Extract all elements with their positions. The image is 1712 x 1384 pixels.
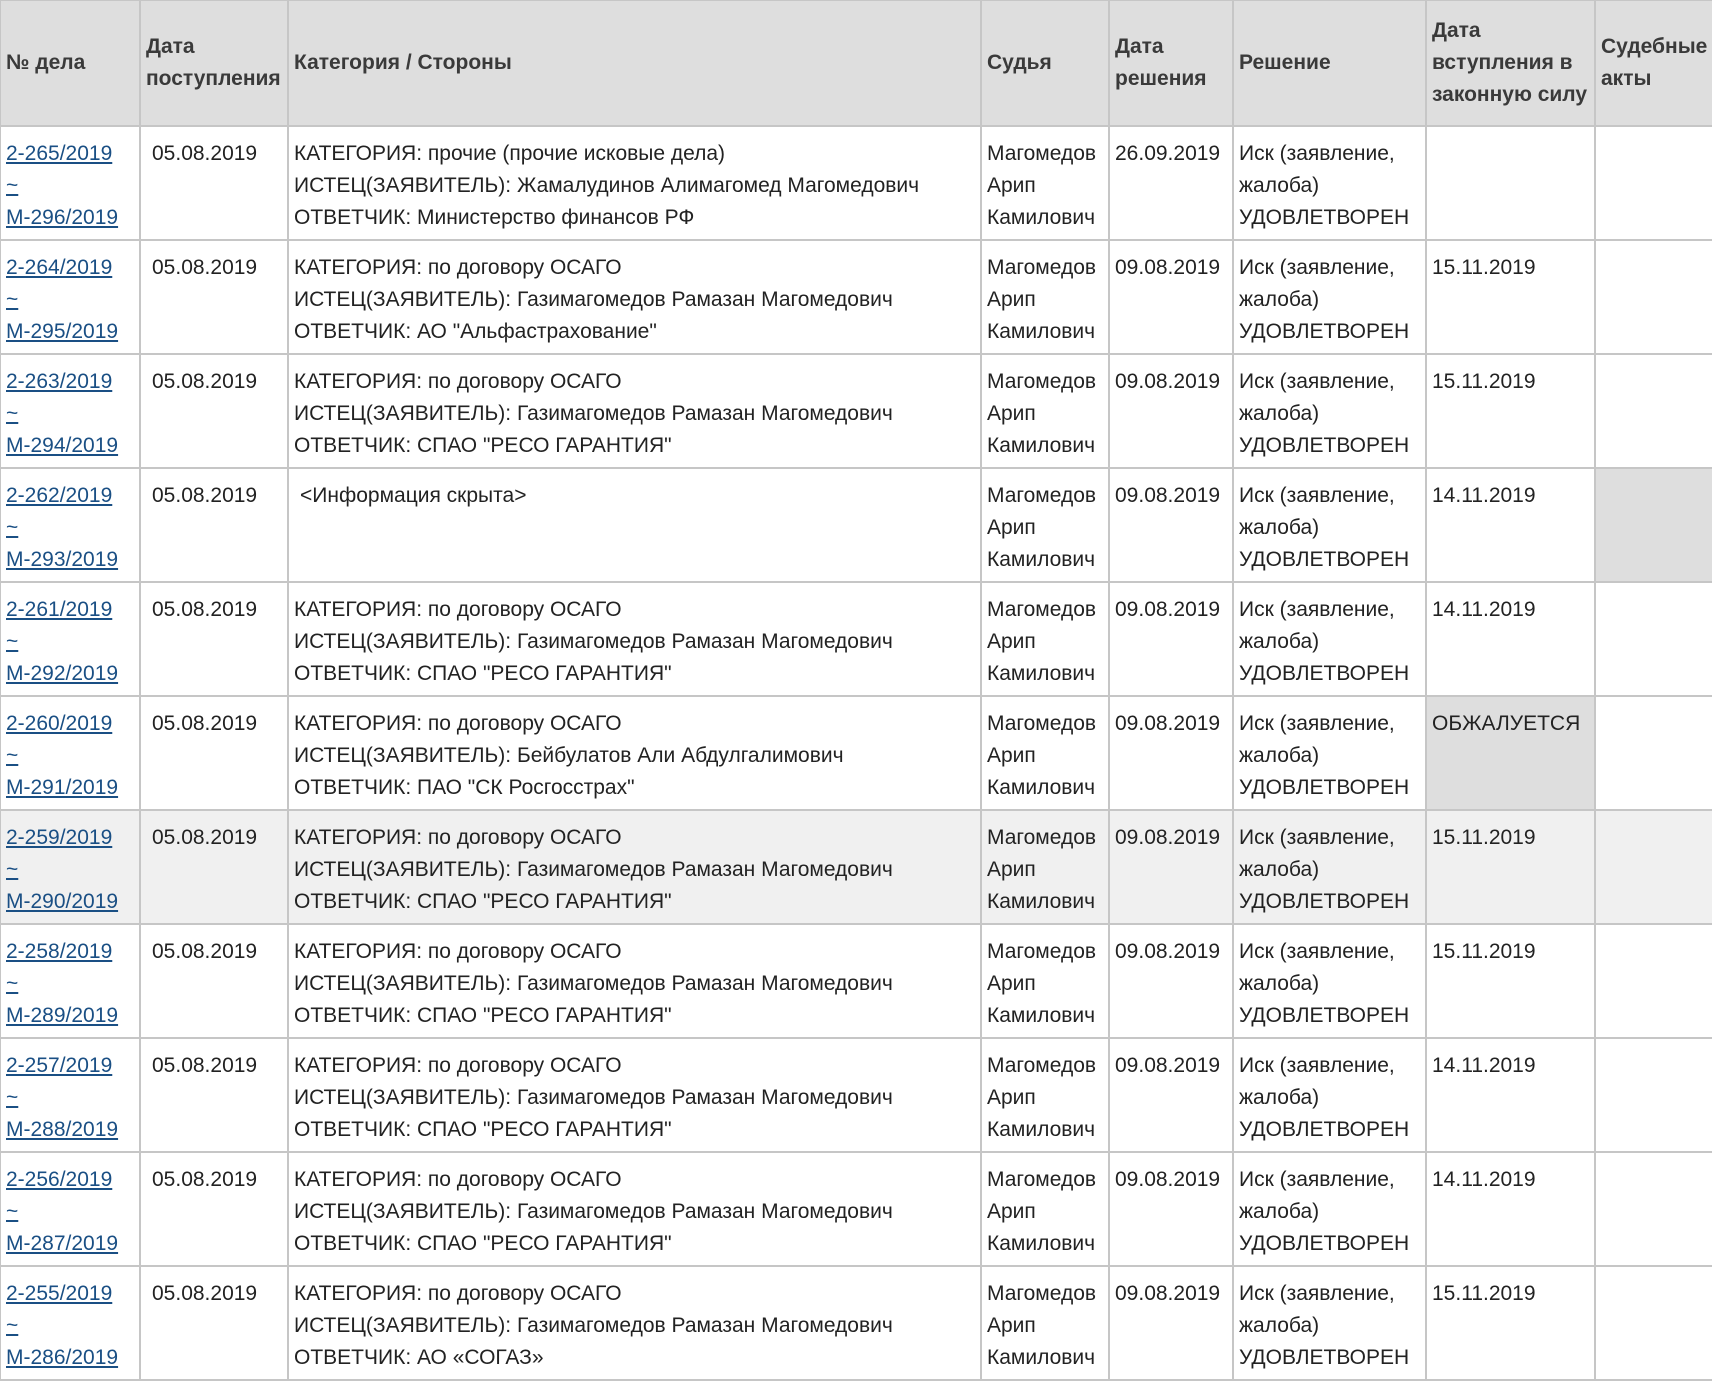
decision-date-cell: 09.08.2019 xyxy=(1109,468,1233,582)
decision-cell xyxy=(1233,354,1426,468)
case-number-cell xyxy=(0,240,140,354)
court-acts-cell xyxy=(1595,810,1712,924)
material-number: М-287/2019 xyxy=(6,1232,119,1255)
case-number-link[interactable] xyxy=(6,1050,134,1146)
category-parties-cell xyxy=(288,1038,981,1152)
legal-force-date-cell xyxy=(1426,126,1595,240)
category-parties-cell xyxy=(288,240,981,354)
judge-patronymic: Камилович xyxy=(987,320,1096,343)
material-number: М-289/2019 xyxy=(6,1004,119,1027)
decision-line-3: УДОВЛЕТВОРЕН xyxy=(1239,662,1410,685)
table-row xyxy=(0,354,1712,468)
decision-line-1: Иск (заявление, xyxy=(1239,712,1395,735)
case-number-cell xyxy=(0,582,140,696)
date-received-cell: 05.08.2019 xyxy=(140,126,288,240)
judge-patronymic: Камилович xyxy=(987,206,1096,229)
header-legal-force-date: Дата вступления в законную силу xyxy=(1426,0,1595,126)
hidden-info-text: <Информация скрыта> xyxy=(300,484,527,507)
category-text: КАТЕГОРИЯ: по договору ОСАГО xyxy=(294,370,622,393)
decision-line-3: УДОВЛЕТВОРЕН xyxy=(1239,1232,1410,1255)
date-received-cell: 05.08.2019 xyxy=(140,354,288,468)
judge-first-name: Арип xyxy=(987,174,1036,197)
decision-date-cell: 09.08.2019 xyxy=(1109,810,1233,924)
case-number-cell xyxy=(0,1038,140,1152)
judge-last-name: Магомедов xyxy=(987,598,1097,621)
date-received-cell: 05.08.2019 xyxy=(140,468,288,582)
decision-line-2: жалоба) xyxy=(1239,288,1320,311)
court-acts-cell xyxy=(1595,924,1712,1038)
category-text: КАТЕГОРИЯ: по договору ОСАГО xyxy=(294,1054,622,1077)
court-acts-cell xyxy=(1595,582,1712,696)
judge-cell xyxy=(981,468,1109,582)
table-row xyxy=(0,696,1712,810)
defendant-text: ОТВЕТЧИК: АО «СОГАЗ» xyxy=(294,1346,544,1369)
case-number-link[interactable] xyxy=(6,594,134,690)
table-row xyxy=(0,1152,1712,1266)
decision-line-1: Иск (заявление, xyxy=(1239,1054,1395,1077)
judge-patronymic: Камилович xyxy=(987,1232,1096,1255)
judge-cell xyxy=(981,810,1109,924)
category-parties-cell xyxy=(288,1266,981,1380)
legal-force-date-cell: 15.11.2019 xyxy=(1426,240,1595,354)
table-row xyxy=(0,924,1712,1038)
decision-line-3: УДОВЛЕТВОРЕН xyxy=(1239,776,1410,799)
header-judge: Судья xyxy=(981,0,1109,126)
judge-patronymic: Камилович xyxy=(987,776,1096,799)
case-number: 2-265/2019 xyxy=(6,142,113,165)
material-number: М-295/2019 xyxy=(6,320,119,343)
plaintiff-text: ИСТЕЦ(ЗАЯВИТЕЛЬ): Жамалудинов Алимагомед Магомедович xyxy=(294,174,920,197)
decision-cell xyxy=(1233,240,1426,354)
decision-line-3: УДОВЛЕТВОРЕН xyxy=(1239,548,1410,571)
judge-first-name: Арип xyxy=(987,744,1036,767)
case-tilde: ~ xyxy=(6,516,19,539)
decision-date-cell: 09.08.2019 xyxy=(1109,924,1233,1038)
case-number-link[interactable] xyxy=(6,480,134,576)
judge-cell xyxy=(981,126,1109,240)
decision-line-2: жалоба) xyxy=(1239,1200,1320,1223)
plaintiff-text: ИСТЕЦ(ЗАЯВИТЕЛЬ): Газимагомедов Рамазан Магомедович xyxy=(294,288,893,311)
plaintiff-text: ИСТЕЦ(ЗАЯВИТЕЛЬ): Бейбулатов Али Абдулгалимович xyxy=(294,744,844,767)
decision-line-1: Иск (заявление, xyxy=(1239,598,1395,621)
case-number: 2-259/2019 xyxy=(6,826,113,849)
header-court-acts: Судебные акты xyxy=(1595,0,1712,126)
plaintiff-text: ИСТЕЦ(ЗАЯВИТЕЛЬ): Газимагомедов Рамазан Магомедович xyxy=(294,1314,893,1337)
decision-cell xyxy=(1233,126,1426,240)
material-number: М-292/2019 xyxy=(6,662,119,685)
judge-last-name: Магомедов xyxy=(987,484,1097,507)
date-received-cell: 05.08.2019 xyxy=(140,1152,288,1266)
case-number-cell xyxy=(0,1152,140,1266)
defendant-text: ОТВЕТЧИК: СПАО "РЕСО ГАРАНТИЯ" xyxy=(294,1118,672,1141)
legal-force-date-cell: 15.11.2019 xyxy=(1426,1266,1595,1380)
material-number: М-296/2019 xyxy=(6,206,119,229)
date-received-cell: 05.08.2019 xyxy=(140,1266,288,1380)
decision-cell xyxy=(1233,1266,1426,1380)
legal-force-date-cell: 14.11.2019 xyxy=(1426,1038,1595,1152)
decision-cell xyxy=(1233,696,1426,810)
date-received-cell: 05.08.2019 xyxy=(140,924,288,1038)
table-row xyxy=(0,582,1712,696)
case-tilde: ~ xyxy=(6,402,19,425)
decision-date-cell: 09.08.2019 xyxy=(1109,582,1233,696)
case-tilde: ~ xyxy=(6,174,19,197)
judge-first-name: Арип xyxy=(987,972,1036,995)
judge-first-name: Арип xyxy=(987,1200,1036,1223)
plaintiff-text: ИСТЕЦ(ЗАЯВИТЕЛЬ): Газимагомедов Рамазан Магомедович xyxy=(294,1086,893,1109)
decision-line-3: УДОВЛЕТВОРЕН xyxy=(1239,1004,1410,1027)
court-acts-cell xyxy=(1595,468,1712,582)
material-number: М-290/2019 xyxy=(6,890,119,913)
date-received-cell: 05.08.2019 xyxy=(140,810,288,924)
case-number: 2-257/2019 xyxy=(6,1054,113,1077)
judge-last-name: Магомедов xyxy=(987,1282,1097,1305)
decision-line-2: жалоба) xyxy=(1239,972,1320,995)
material-number: М-288/2019 xyxy=(6,1118,119,1141)
plaintiff-text: ИСТЕЦ(ЗАЯВИТЕЛЬ): Газимагомедов Рамазан Магомедович xyxy=(294,972,893,995)
judge-first-name: Арип xyxy=(987,630,1036,653)
decision-cell xyxy=(1233,1152,1426,1266)
category-parties-cell xyxy=(288,354,981,468)
decision-date-cell: 26.09.2019 xyxy=(1109,126,1233,240)
decision-line-3: УДОВЛЕТВОРЕН xyxy=(1239,434,1410,457)
court-acts-cell xyxy=(1595,126,1712,240)
header-category-parties: Категория / Стороны xyxy=(288,0,981,126)
date-received-cell: 05.08.2019 xyxy=(140,1038,288,1152)
judge-cell xyxy=(981,240,1109,354)
decision-line-2: жалоба) xyxy=(1239,858,1320,881)
case-tilde: ~ xyxy=(6,1200,19,1223)
judge-patronymic: Камилович xyxy=(987,1346,1096,1369)
table-row xyxy=(0,468,1712,582)
case-number-cell xyxy=(0,468,140,582)
decision-line-1: Иск (заявление, xyxy=(1239,256,1395,279)
table-row xyxy=(0,1266,1712,1380)
category-parties-cell xyxy=(288,696,981,810)
judge-cell xyxy=(981,1266,1109,1380)
table-row xyxy=(0,240,1712,354)
category-parties-cell xyxy=(288,1152,981,1266)
case-number: 2-264/2019 xyxy=(6,256,113,279)
case-tilde: ~ xyxy=(6,1314,19,1337)
judge-last-name: Магомедов xyxy=(987,370,1097,393)
judge-cell xyxy=(981,1152,1109,1266)
table-row xyxy=(0,126,1712,240)
material-number: М-293/2019 xyxy=(6,548,119,571)
decision-cell xyxy=(1233,582,1426,696)
judge-patronymic: Камилович xyxy=(987,890,1096,913)
legal-force-date-cell: 14.11.2019 xyxy=(1426,468,1595,582)
plaintiff-text: ИСТЕЦ(ЗАЯВИТЕЛЬ): Газимагомедов Рамазан Магомедович xyxy=(294,630,893,653)
date-received-cell: 05.08.2019 xyxy=(140,240,288,354)
category-parties-cell xyxy=(288,582,981,696)
judge-last-name: Магомедов xyxy=(987,142,1097,165)
court-acts-cell xyxy=(1595,1038,1712,1152)
case-number-cell xyxy=(0,126,140,240)
case-number-link[interactable] xyxy=(6,708,134,804)
case-number: 2-262/2019 xyxy=(6,484,113,507)
legal-force-date-cell: 15.11.2019 xyxy=(1426,354,1595,468)
material-number: М-291/2019 xyxy=(6,776,119,799)
case-number-link[interactable] xyxy=(6,138,134,234)
decision-date-cell: 09.08.2019 xyxy=(1109,1266,1233,1380)
header-decision: Решение xyxy=(1233,0,1426,126)
judge-cell xyxy=(981,582,1109,696)
defendant-text: ОТВЕТЧИК: ПАО "СК Росгосстрах" xyxy=(294,776,635,799)
legal-force-date-cell: 14.11.2019 xyxy=(1426,1152,1595,1266)
table-row xyxy=(0,810,1712,924)
legal-force-date-cell: 15.11.2019 xyxy=(1426,810,1595,924)
legal-force-status-cell: ОБЖАЛУЕТСЯ xyxy=(1426,696,1595,810)
court-acts-cell xyxy=(1595,696,1712,810)
decision-date-cell: 09.08.2019 xyxy=(1109,696,1233,810)
category-text: КАТЕГОРИЯ: по договору ОСАГО xyxy=(294,598,622,621)
case-number-link[interactable] xyxy=(6,252,134,348)
judge-patronymic: Камилович xyxy=(987,548,1096,571)
decision-line-2: жалоба) xyxy=(1239,402,1320,425)
case-number-cell xyxy=(0,1266,140,1380)
plaintiff-text: ИСТЕЦ(ЗАЯВИТЕЛЬ): Газимагомедов Рамазан Магомедович xyxy=(294,402,893,425)
decision-line-3: УДОВЛЕТВОРЕН xyxy=(1239,1346,1410,1369)
category-text: КАТЕГОРИЯ: по договору ОСАГО xyxy=(294,1282,622,1305)
case-number-link[interactable] xyxy=(6,1164,134,1260)
defendant-text: ОТВЕТЧИК: СПАО "РЕСО ГАРАНТИЯ" xyxy=(294,662,672,685)
category-parties-cell xyxy=(288,468,981,582)
judge-cell xyxy=(981,354,1109,468)
court-acts-cell xyxy=(1595,240,1712,354)
decision-date-cell: 09.08.2019 xyxy=(1109,1038,1233,1152)
material-number: М-286/2019 xyxy=(6,1346,119,1369)
decision-line-1: Иск (заявление, xyxy=(1239,826,1395,849)
plaintiff-text: ИСТЕЦ(ЗАЯВИТЕЛЬ): Газимагомедов Рамазан Магомедович xyxy=(294,858,893,881)
judge-first-name: Арип xyxy=(987,1314,1036,1337)
judge-last-name: Магомедов xyxy=(987,256,1097,279)
decision-line-3: УДОВЛЕТВОРЕН xyxy=(1239,1118,1410,1141)
judge-patronymic: Камилович xyxy=(987,662,1096,685)
decision-line-1: Иск (заявление, xyxy=(1239,142,1395,165)
judge-last-name: Магомедов xyxy=(987,712,1097,735)
decision-line-3: УДОВЛЕТВОРЕН xyxy=(1239,206,1410,229)
court-acts-cell xyxy=(1595,1266,1712,1380)
decision-cell xyxy=(1233,468,1426,582)
table-header-row xyxy=(0,0,1712,126)
decision-line-1: Иск (заявление, xyxy=(1239,370,1395,393)
decision-line-3: УДОВЛЕТВОРЕН xyxy=(1239,890,1410,913)
decision-line-1: Иск (заявление, xyxy=(1239,940,1395,963)
judge-first-name: Арип xyxy=(987,1086,1036,1109)
material-number: М-294/2019 xyxy=(6,434,119,457)
judge-last-name: Магомедов xyxy=(987,1054,1097,1077)
date-received-cell: 05.08.2019 xyxy=(140,696,288,810)
case-tilde: ~ xyxy=(6,288,19,311)
header-case-no: № дела xyxy=(0,0,140,126)
plaintiff-text: ИСТЕЦ(ЗАЯВИТЕЛЬ): Газимагомедов Рамазан Магомедович xyxy=(294,1200,893,1223)
decision-line-2: жалоба) xyxy=(1239,630,1320,653)
decision-cell xyxy=(1233,924,1426,1038)
decision-line-2: жалоба) xyxy=(1239,744,1320,767)
judge-patronymic: Камилович xyxy=(987,1118,1096,1141)
judge-last-name: Магомедов xyxy=(987,826,1097,849)
judge-first-name: Арип xyxy=(987,516,1036,539)
table-row xyxy=(0,1038,1712,1152)
judge-cell xyxy=(981,1038,1109,1152)
judge-first-name: Арип xyxy=(987,402,1036,425)
judge-patronymic: Камилович xyxy=(987,434,1096,457)
decision-date-cell: 09.08.2019 xyxy=(1109,1152,1233,1266)
decision-line-1: Иск (заявление, xyxy=(1239,1282,1395,1305)
category-parties-cell xyxy=(288,810,981,924)
court-acts-cell xyxy=(1595,1152,1712,1266)
judge-last-name: Магомедов xyxy=(987,940,1097,963)
decision-line-2: жалоба) xyxy=(1239,174,1320,197)
defendant-text: ОТВЕТЧИК: АО "Альфастрахование" xyxy=(294,320,657,343)
defendant-text: ОТВЕТЧИК: СПАО "РЕСО ГАРАНТИЯ" xyxy=(294,890,672,913)
case-number: 2-258/2019 xyxy=(6,940,113,963)
judge-first-name: Арип xyxy=(987,288,1036,311)
category-text: КАТЕГОРИЯ: по договору ОСАГО xyxy=(294,1168,622,1191)
case-number: 2-260/2019 xyxy=(6,712,113,735)
judge-patronymic: Камилович xyxy=(987,1004,1096,1027)
judge-cell xyxy=(981,696,1109,810)
case-number-cell xyxy=(0,924,140,1038)
decision-line-1: Иск (заявление, xyxy=(1239,484,1395,507)
judge-last-name: Магомедов xyxy=(987,1168,1097,1191)
case-tilde: ~ xyxy=(6,1086,19,1109)
case-tilde: ~ xyxy=(6,972,19,995)
court-acts-cell xyxy=(1595,354,1712,468)
category-text: КАТЕГОРИЯ: по договору ОСАГО xyxy=(294,826,622,849)
defendant-text: ОТВЕТЧИК: СПАО "РЕСО ГАРАНТИЯ" xyxy=(294,1004,672,1027)
header-decision-date: Дата решения xyxy=(1109,0,1233,126)
case-number-cell xyxy=(0,810,140,924)
case-number-link[interactable] xyxy=(6,1278,134,1374)
category-text: КАТЕГОРИЯ: по договору ОСАГО xyxy=(294,712,622,735)
case-number-cell xyxy=(0,696,140,810)
legal-force-date-cell: 14.11.2019 xyxy=(1426,582,1595,696)
defendant-text: ОТВЕТЧИК: СПАО "РЕСО ГАРАНТИЯ" xyxy=(294,1232,672,1255)
header-date-received: Дата поступления xyxy=(140,0,288,126)
category-text: КАТЕГОРИЯ: по договору ОСАГО xyxy=(294,940,622,963)
decision-line-2: жалоба) xyxy=(1239,1314,1320,1337)
decision-line-2: жалоба) xyxy=(1239,516,1320,539)
case-tilde: ~ xyxy=(6,858,19,881)
case-number-link[interactable] xyxy=(6,822,134,918)
defendant-text: ОТВЕТЧИК: СПАО "РЕСО ГАРАНТИЯ" xyxy=(294,434,672,457)
legal-force-date-cell: 15.11.2019 xyxy=(1426,924,1595,1038)
category-parties-cell xyxy=(288,126,981,240)
decision-line-2: жалоба) xyxy=(1239,1086,1320,1109)
defendant-text: ОТВЕТЧИК: Министерство финансов РФ xyxy=(294,206,695,229)
decision-cell xyxy=(1233,1038,1426,1152)
case-number-link[interactable] xyxy=(6,366,134,462)
case-number-link[interactable] xyxy=(6,936,134,1032)
category-parties-cell xyxy=(288,924,981,1038)
case-number: 2-255/2019 xyxy=(6,1282,113,1305)
decision-date-cell: 09.08.2019 xyxy=(1109,354,1233,468)
judge-first-name: Арип xyxy=(987,858,1036,881)
case-tilde: ~ xyxy=(6,630,19,653)
decision-line-1: Иск (заявление, xyxy=(1239,1168,1395,1191)
case-number-cell xyxy=(0,354,140,468)
case-number: 2-263/2019 xyxy=(6,370,113,393)
decision-date-cell: 09.08.2019 xyxy=(1109,240,1233,354)
case-number: 2-261/2019 xyxy=(6,598,113,621)
date-received-cell: 05.08.2019 xyxy=(140,582,288,696)
case-tilde: ~ xyxy=(6,744,19,767)
decision-line-3: УДОВЛЕТВОРЕН xyxy=(1239,320,1410,343)
category-text: КАТЕГОРИЯ: по договору ОСАГО xyxy=(294,256,622,279)
case-number: 2-256/2019 xyxy=(6,1168,113,1191)
category-text: КАТЕГОРИЯ: прочие (прочие исковые дела) xyxy=(294,142,726,165)
decision-cell xyxy=(1233,810,1426,924)
judge-cell xyxy=(981,924,1109,1038)
